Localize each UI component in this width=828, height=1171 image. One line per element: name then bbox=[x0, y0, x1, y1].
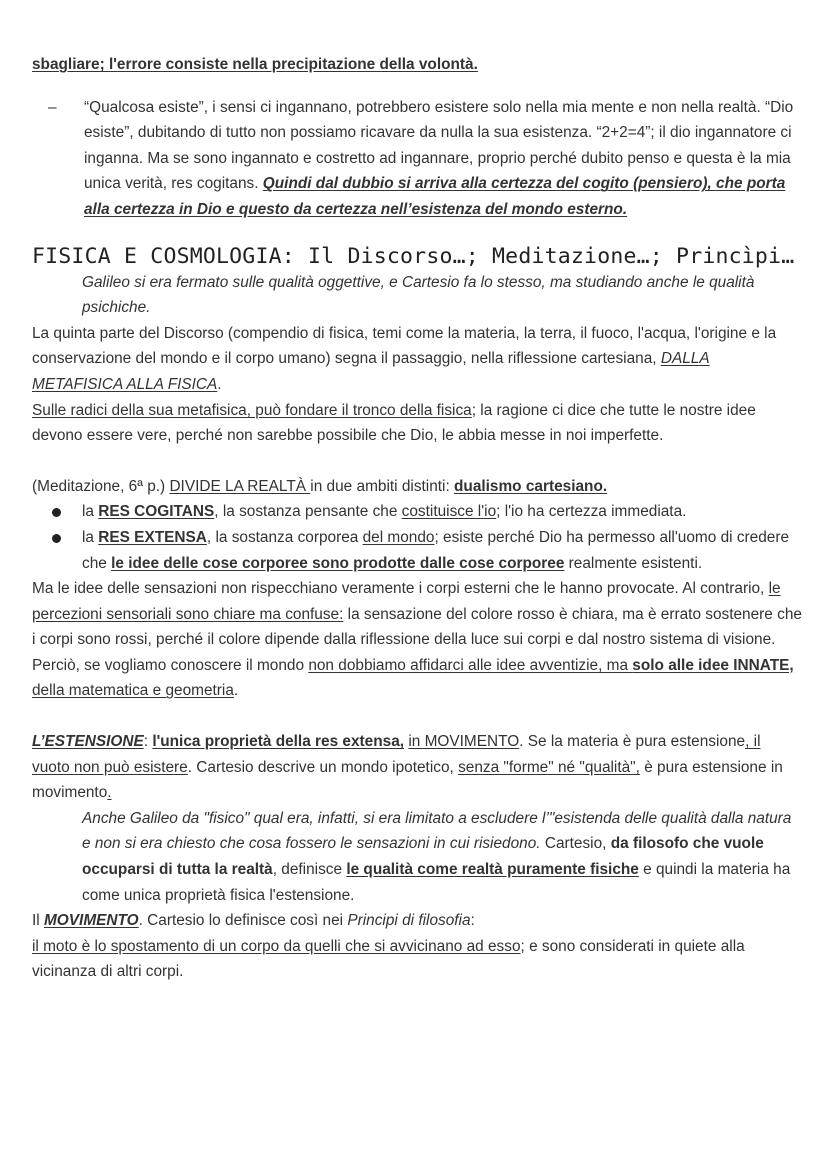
paragraph-intro bbox=[32, 52, 802, 78]
document-page bbox=[32, 52, 802, 985]
intro-text: sbagliare; l'errore consiste nella precipitazione della volontà. bbox=[32, 56, 478, 73]
b2-s4: del mondo bbox=[362, 528, 435, 546]
paragraph-movimento bbox=[32, 908, 802, 934]
b1-s1: la bbox=[82, 503, 99, 521]
mov-s3: . Cartesio lo definisce così nei bbox=[138, 912, 348, 930]
est-s6: . Se la materia è pura estensione bbox=[519, 733, 746, 751]
quinta-text: La quinta parte del Discorso (compendio di fisica, temi come la materia, la terra, il fuoco, l'acqua, l'origine e la conservazione del mondo e il corpo umano) segna il passaggio, nella riflessione cartesiana, bbox=[32, 324, 777, 368]
paragraph-quinta-parte bbox=[32, 321, 802, 398]
mov-s5: : bbox=[470, 912, 475, 930]
idee-s6: della matematica e geometria bbox=[32, 682, 234, 700]
b2-s1: la bbox=[82, 528, 99, 546]
res-cogitans-term: RES COGITANS bbox=[98, 503, 215, 521]
bullet-res-cogitans bbox=[32, 499, 802, 525]
b2-s6: le idee delle cose corporee sono prodotte dalle cose corporee bbox=[111, 554, 565, 572]
radici-text: Sulle radici della sua metafisica, può fondare il tronco della fisica bbox=[32, 401, 472, 419]
spacer bbox=[32, 449, 802, 474]
paragraph-meditazione bbox=[32, 474, 802, 500]
paragraph-galileo bbox=[32, 270, 802, 321]
est-s5: in MOVIMENTO bbox=[408, 733, 520, 751]
anche-s1: Anche Galileo da "fisico" qual era, infatti, si era limitato a escludere l’"esistenda delle qualità dalla natura e non si era chiesto che cosa fossero le sensazioni in cui risiedono. bbox=[82, 809, 792, 853]
paragraph-anche-galileo bbox=[32, 806, 802, 908]
divide-realta: DIVIDE LA REALTÀ bbox=[169, 477, 311, 495]
quinta-end: . bbox=[217, 375, 222, 393]
b2-s5: ; esiste perché Dio ha permesso all'uomo di credere che bbox=[82, 528, 790, 572]
est-s9: senza "forme" né "qualità", bbox=[458, 758, 640, 776]
anche-s5: le qualità come realtà puramente fisiche bbox=[346, 861, 639, 879]
dash-list-item bbox=[32, 95, 802, 223]
radici-rest: ; la ragione ci dice che tutte le nostre idee devono essere vere, perché non sarebbe possibile che Dio, le abbia messe in noi imperfette. bbox=[32, 401, 756, 445]
b1-s4: costituisce l'io bbox=[401, 503, 497, 521]
anche-s4: , definisce bbox=[272, 861, 347, 879]
b2-s3: , la sostanza corporea bbox=[206, 528, 363, 546]
b1-s3: , la sostanza pensante che bbox=[214, 503, 402, 521]
bullet-dot bbox=[52, 534, 61, 543]
mov-s4: Principi di filosofia bbox=[347, 912, 471, 930]
b1-s5: ; l'io ha certezza immediata. bbox=[496, 503, 687, 521]
bullet-list bbox=[32, 499, 802, 576]
dash-conclusion: Quindi dal dubbio si arriva alla certezza del cogito (pensiero), che porta alla certezza in Dio e questo da certezza nell’esistenza del mondo esterno. bbox=[84, 175, 786, 218]
paragraph-idee bbox=[32, 576, 802, 704]
dualismo-text: dualismo cartesiano. bbox=[454, 477, 608, 495]
anche-s2: Cartesio, bbox=[540, 835, 611, 853]
idee-s1: Ma le idee delle sensazioni non rispecchiano veramente i corpi esterni che le hanno provocate. Al contrario, bbox=[32, 580, 769, 598]
section-heading: FISICA E COSMOLOGIA: Il Discorso…; Meditazione…; Princìpi… bbox=[32, 243, 795, 269]
idee-s4: non dobbiamo affidarci alle idee avventizie, ma bbox=[308, 656, 633, 674]
idee-s5: solo alle idee INNATE, bbox=[632, 656, 794, 674]
meditazione-mid: in due ambiti distinti: bbox=[310, 477, 455, 495]
meditazione-ref: (Meditazione, 6ª p.) bbox=[32, 477, 170, 495]
estensione-term: L’ESTENSIONE bbox=[32, 733, 144, 751]
paragraph-estensione bbox=[32, 729, 802, 806]
idee-s3: la sensazione del colore rosso è chiara, ma è errato sostenere che i corpi sono rossi, perché il colore dipende dalla riflessione della luce sui corpi e dal nostro sistema di visione. Perciò, se vogliamo conoscere il mondo bbox=[32, 605, 802, 674]
dash-text: “Qualcosa esiste”, i sensi ci ingannano, potrebbero esistere solo nella mia mente e non nella realtà. “Dio esiste”, dubitando di tutto non possiamo ricavare da nulla la sua esistenza. “2+2=4”; il dio ingannatore ci inganna. Ma se sono ingannato e costretto ad ingannare, proprio perché dubito penso e questa è la mia unica verità, res cogitans. bbox=[84, 98, 794, 193]
est-s10: è pura estensione in movimento bbox=[32, 758, 783, 802]
idee-s7: . bbox=[233, 682, 239, 700]
metafisica-fisica-text: DALLA METAFISICA ALLA FISICA bbox=[32, 350, 710, 393]
anche-s6: e quindi la materia ha come unica proprietà fisica l'estensione. bbox=[82, 861, 791, 904]
movimento-term: MOVIMENTO bbox=[43, 912, 139, 930]
est-s11: . bbox=[107, 784, 112, 802]
moto-s2: ; e sono considerati in quiete alla vicinanza di altri corpi. bbox=[32, 937, 745, 981]
bullet-dot bbox=[52, 508, 61, 517]
est-s8: . Cartesio descrive un mondo ipotetico, bbox=[187, 758, 459, 776]
mov-s1: Il bbox=[32, 912, 44, 930]
est-s3: l'unica proprietà della res extensa, bbox=[152, 733, 405, 751]
moto-s1: il moto è lo spostamento di un corpo da quelli che si avvicinano ad esso bbox=[32, 937, 521, 955]
est-s2: : bbox=[143, 733, 153, 751]
est-s7: , il vuoto non può esistere bbox=[32, 733, 761, 776]
galileo-text: Galileo si era fermato sulle qualità oggettive, e Cartesio fa lo stesso, ma studiando anche le qualità psichiche. bbox=[82, 273, 755, 317]
idee-s2: le percezioni sensoriali sono chiare ma confuse: bbox=[32, 580, 781, 623]
anche-s3: da filosofo che vuole occuparsi di tutta la realtà bbox=[82, 835, 764, 879]
paragraph-moto bbox=[32, 934, 802, 985]
paragraph-radici bbox=[32, 398, 802, 449]
dash-marker: – bbox=[48, 98, 57, 116]
b2-s7: realmente esistenti. bbox=[564, 554, 703, 572]
spacer bbox=[32, 704, 802, 729]
res-extensa-term: RES EXTENSA bbox=[98, 528, 207, 546]
bullet-res-extensa bbox=[32, 525, 802, 576]
